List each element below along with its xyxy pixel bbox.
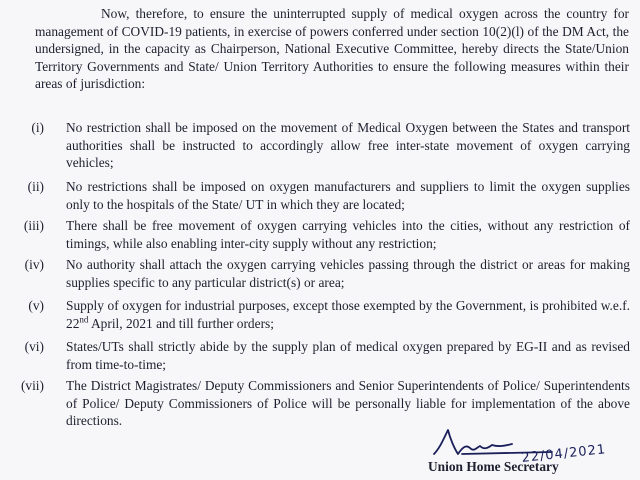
item-text: The District Magistrates/ Deputy Commissioners and Senior Superintendents of Police/ Superintendents of Police/ Deputy Commissioners of Police will be personally liable for implementation of the above directions. xyxy=(66,378,630,429)
item-text xyxy=(66,297,630,332)
item-number: (iv) xyxy=(24,257,44,272)
item-text: States/UTs shall strictly abide by the supply plan of medical oxygen prepared by EG-II and as revised from time-to-time; xyxy=(66,339,630,372)
intro-paragraph: Now, therefore, to ensure the uninterrupted supply of medical oxygen across the country for management of COVID-19 patients, in exercise of powers conferred under section 10(2)(l) of the DM Act, the undersigned, in the capacity as Chairperson, National Executive Committee, hereby directs the State/Union Territory Governments and State/ Union Territory Authorities to ensure the following measures within their areas of jurisdiction: xyxy=(35,6,629,92)
item-text: There shall be free movement of oxygen carrying vehicles into the cities, without any restriction of timings, while also enabling inter-city supply without any restriction; xyxy=(66,218,630,251)
item-number: (iii) xyxy=(23,218,44,233)
item-text-part: Supply of oxygen for industrial purposes, except those exempted by the Government, is prohibited w.e.f. 22 xyxy=(66,298,630,331)
item-number: (vi) xyxy=(24,339,44,354)
item-number: (v) xyxy=(28,298,44,313)
item-text: No authority shall attach the oxygen carrying vehicles passing through the district or areas for making supplies specific to any particular district(s) or area; xyxy=(66,257,630,290)
item-number: (vii) xyxy=(20,378,44,393)
signatory-title: Union Home Secretary xyxy=(428,459,559,474)
ordinal-suffix: nd xyxy=(79,314,89,325)
item-text: No restriction shall be imposed on the movement of Medical Oxygen between the States and transport authorities shall be instructed to accordingly allow free inter-state movement of oxygen carrying vehicles; xyxy=(66,120,630,171)
item-text: No restrictions shall be imposed on oxygen manufacturers and suppliers to limit the oxygen supplies only to the hospitals of the State/ UT in which they are located; xyxy=(66,179,630,212)
signature-date: 22/04/2021 xyxy=(520,442,607,466)
item-number: (ii) xyxy=(27,179,44,194)
item-number: (i) xyxy=(31,120,44,135)
item-text-part: April, 2021 and till further orders; xyxy=(88,315,274,331)
